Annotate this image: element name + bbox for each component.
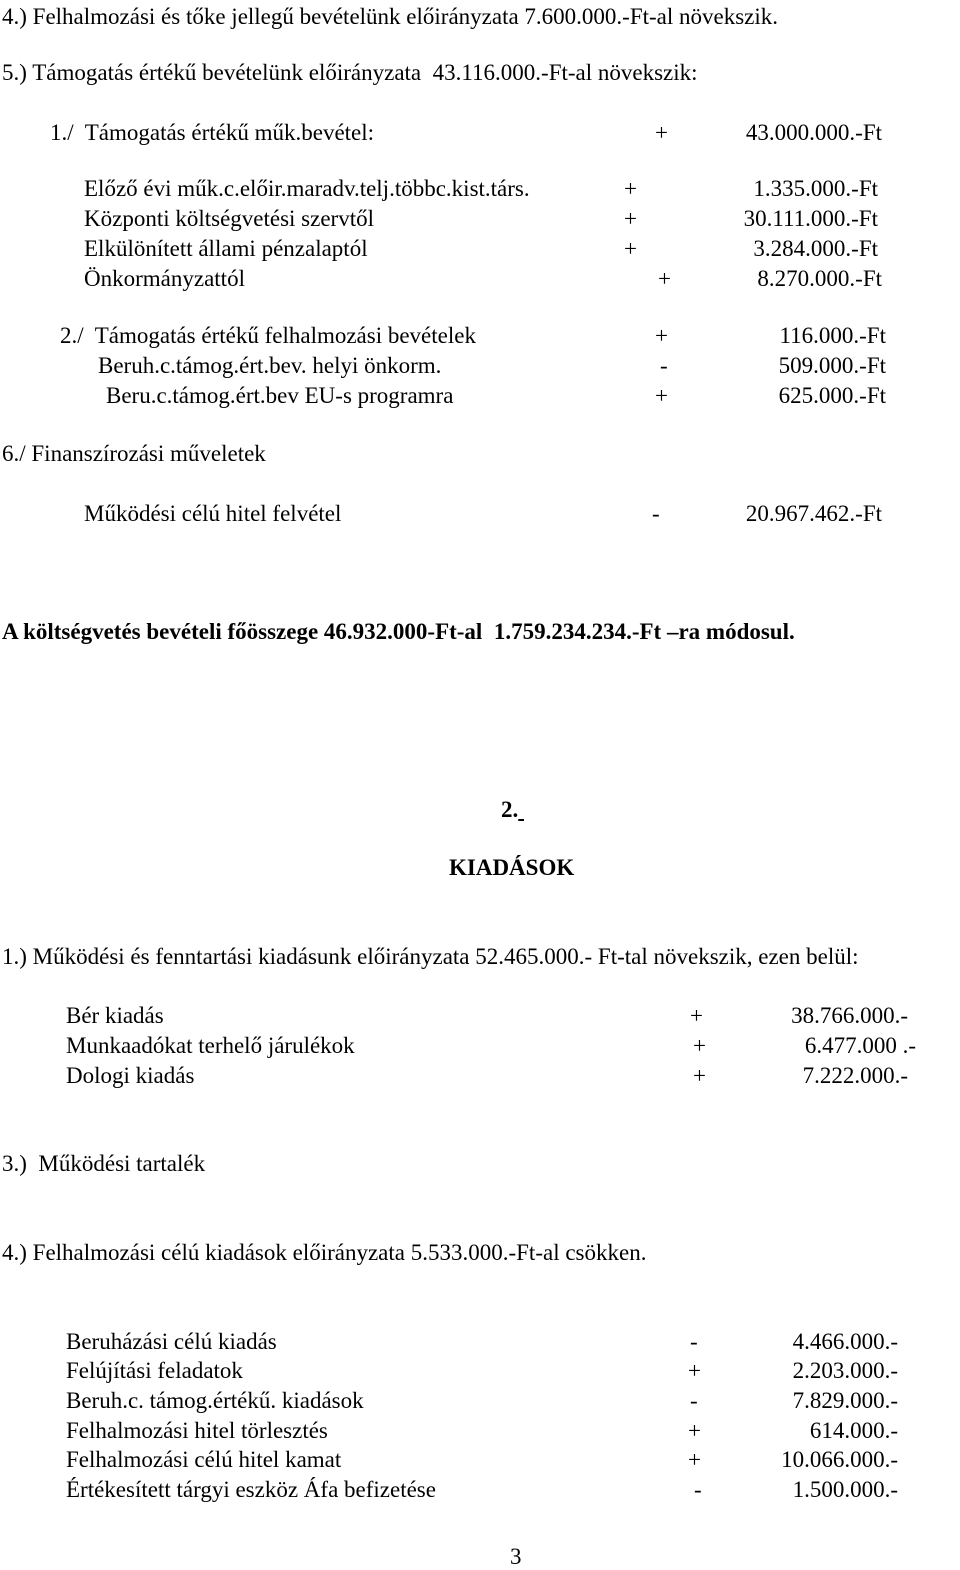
sub1-row-sign: + <box>658 266 671 291</box>
expense-item-3: 3.) Működési tartalék <box>2 1151 206 1176</box>
sub1-amount: 43.000.000.-Ft <box>745 120 882 145</box>
item4-row-sign: - <box>690 1388 698 1413</box>
item1-row-sign: + <box>690 1003 703 1028</box>
sub1-row-amount: 3.284.000.-Ft <box>753 236 878 261</box>
item1-row-amount: 6.477.000 .- <box>804 1033 916 1058</box>
sub2-row-sign: + <box>655 383 668 408</box>
sub2-sign: + <box>655 323 668 348</box>
item1-row-amount: 7.222.000.- <box>802 1063 908 1088</box>
sub2-row-amount: 509.000.-Ft <box>778 353 886 378</box>
item4-row-label: Felhalmozási hitel törlesztés <box>66 1418 328 1443</box>
item4-row-label: Beruházási célú kiadás <box>66 1329 277 1354</box>
income-summary: A költségvetés bevételi főösszege 46.932.000-Ft-al 1.759.234.234.-Ft –ra módosul. <box>2 619 795 644</box>
sub1-row-amount: 1.335.000.-Ft <box>753 176 878 201</box>
page-number: 3 <box>510 1544 522 1569</box>
sub2-row-amount: 625.000.-Ft <box>778 383 886 408</box>
item4-row-amount: 1.500.000.- <box>792 1477 898 1502</box>
item4-row-amount: 7.829.000.- <box>792 1388 898 1413</box>
sub1-row-label: Előző évi műk.c.előir.maradv.telj.többc.kist.társ. <box>84 176 530 201</box>
item4-row-sign: + <box>688 1358 701 1383</box>
item4-row-amount: 2.203.000.- <box>792 1358 898 1383</box>
loan-sign: - <box>652 501 660 526</box>
sub2-amount: 116.000.-Ft <box>779 323 886 348</box>
item1-row-label: Dologi kiadás <box>66 1063 195 1088</box>
section-title: KIADÁSOK <box>449 855 575 880</box>
item4-row-amount: 4.466.000.- <box>792 1329 898 1354</box>
item4-row-amount: 10.066.000.- <box>781 1447 898 1472</box>
item1-row-amount: 38.766.000.- <box>791 1003 908 1028</box>
item4-row-sign: - <box>690 1329 698 1354</box>
loan-label: Működési célú hitel felvétel <box>84 501 342 526</box>
item4-row-sign: - <box>694 1477 702 1502</box>
item4-row-sign: + <box>688 1447 701 1472</box>
item4-row-label: Felhalmozási célú hitel kamat <box>66 1447 342 1472</box>
item1-row-sign: + <box>693 1063 706 1088</box>
item4-row-label: Értékesített tárgyi eszköz Áfa befizetése <box>66 1477 436 1502</box>
sub2-row-sign: - <box>660 353 668 378</box>
sub2-label: 2./ Támogatás értékű felhalmozási bevételek <box>60 323 476 348</box>
sub1-label: 1./ Támogatás értékű műk.bevétel: <box>50 120 375 145</box>
sub1-row-sign: + <box>624 206 637 231</box>
sub1-row-label: Központi költségvetési szervtől <box>84 206 374 231</box>
sub1-row-sign: + <box>624 176 637 201</box>
section-number: 2. <box>501 797 519 822</box>
sub1-row-label: Önkormányzattól <box>84 266 245 291</box>
sub1-row-amount: 8.270.000.-Ft <box>757 266 882 291</box>
income-item-6: 6./ Finanszírozási műveletek <box>2 441 266 466</box>
income-item-5: 5.) Támogatás értékű bevételünk előirányzata 43.116.000.-Ft-al növekszik: <box>2 60 698 85</box>
sub1-sign: + <box>655 120 668 145</box>
item1-row-label: Bér kiadás <box>66 1003 164 1028</box>
income-item-4: 4.) Felhalmozási és tőke jellegű bevételünk előirányzata 7.600.000.-Ft-al növekszik. <box>2 4 779 29</box>
item1-row-label: Munkaadókat terhelő járulékok <box>66 1033 355 1058</box>
expense-item-4: 4.) Felhalmozási célú kiadások előirányzata 5.533.000.-Ft-al csökken. <box>2 1240 647 1265</box>
loan-amount: 20.967.462.-Ft <box>745 501 882 526</box>
item4-row-amount: 614.000.- <box>809 1418 898 1443</box>
sub2-row-label: Beruh.c.támog.ért.bev. helyi önkorm. <box>98 353 442 378</box>
item4-row-sign: + <box>688 1418 701 1443</box>
sub1-row-sign: + <box>624 236 637 261</box>
item4-row-label: Beruh.c. támog.értékű. kiadások <box>66 1388 364 1413</box>
expense-item-1: 1.) Működési és fenntartási kiadásunk előirányzata 52.465.000.- Ft-tal növekszik, ezen belül: <box>2 944 859 969</box>
item1-row-sign: + <box>693 1033 706 1058</box>
item4-row-label: Felújítási feladatok <box>66 1358 243 1383</box>
sub2-row-label: Beru.c.támog.ért.bev EU-s programra <box>106 383 454 408</box>
sub1-row-label: Elkülönített állami pénzalaptól <box>84 236 368 261</box>
sub1-row-amount: 30.111.000.-Ft <box>743 206 878 231</box>
